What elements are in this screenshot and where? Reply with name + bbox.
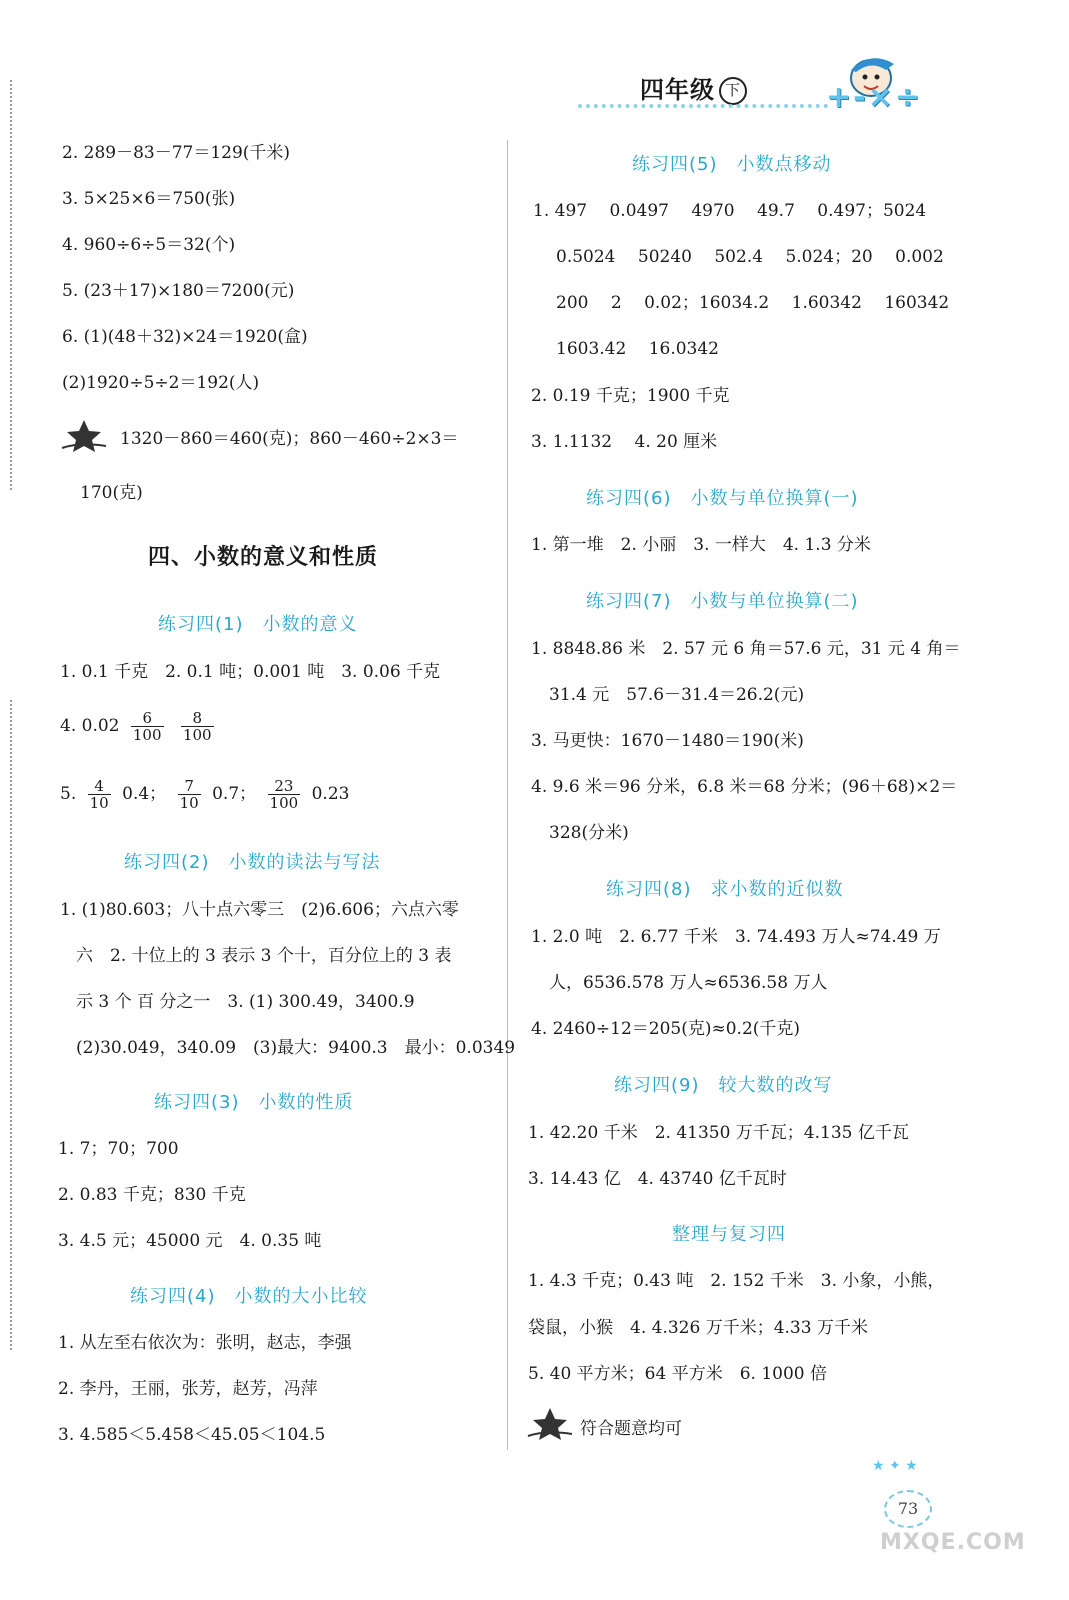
answer-line: 3. 14.43 亿 4. 43740 亿千瓦时 xyxy=(528,1169,787,1189)
answer-text: 0.23 xyxy=(311,784,350,804)
term-mark: 下 xyxy=(719,77,747,105)
mascot-symbols: +-×÷ xyxy=(826,80,922,115)
answer-line: 31.4 元 57.6－31.4＝26.2(元) xyxy=(549,685,805,705)
answer-line: 1. 8848.86 米 2. 57 元 6 角＝57.6 元，31 元 4 角＝ xyxy=(531,639,961,659)
answer-line: 1. 4.3 千克；0.43 吨 2. 152 千米 3. 小象，小熊， xyxy=(528,1271,945,1291)
decor-stars: ★ ✦ ★ xyxy=(872,1458,918,1474)
answer-line: 5. (23＋17)×180＝7200(元) xyxy=(62,281,295,301)
answer-line: (2)30.049，340.09 (3)最大：9400.3 最小：0.0349 xyxy=(76,1038,516,1058)
answer-line: 5. 40 平方米；64 平方米 6. 1000 倍 xyxy=(528,1364,827,1384)
answer-line: 人，6536.578 万人≈6536.58 万人 xyxy=(549,973,828,993)
answer-line: 3. 5×25×6＝750(张) xyxy=(62,189,236,209)
numerator: 7 xyxy=(178,778,201,795)
section-title: 整理与复习四 xyxy=(672,1224,786,1245)
answer-line: 2. 李丹，王丽，张芳，赵芳，冯萍 xyxy=(58,1379,318,1399)
answer-line: 4. 9.6 米＝96 分米，6.8 米＝68 分米；(96＋68)×2＝ xyxy=(531,777,958,797)
section-title: 练习四(1) 小数的意义 xyxy=(158,614,358,635)
answer-line: 2. 0.19 千克；1900 千克 xyxy=(531,386,730,406)
star-icon xyxy=(60,418,108,454)
binding-dots-top xyxy=(10,80,12,490)
answer-text: 0.4； xyxy=(122,784,167,804)
answer-line-fractions xyxy=(60,774,349,814)
binding-dots-bottom xyxy=(10,700,12,1350)
answer-text: 5. xyxy=(60,784,77,804)
answer-line: 3. 4.585＜5.458＜45.05＜104.5 xyxy=(58,1425,326,1445)
answer-line: 4. 2460÷12＝205(克)≈0.2(千克) xyxy=(531,1019,801,1039)
column-divider xyxy=(507,140,508,1450)
fraction xyxy=(268,778,301,811)
star-badge xyxy=(60,418,108,458)
denominator: 100 xyxy=(132,726,162,744)
page-number: 73 xyxy=(884,1490,932,1528)
numerator: 6 xyxy=(131,710,164,727)
answer-line: 袋鼠，小猴 4. 4.326 万千米；4.33 万千米 xyxy=(528,1318,868,1338)
answer-line: 3. 1.1132 4. 20 厘米 xyxy=(531,432,718,452)
section-title: 练习四(9) 较大数的改写 xyxy=(614,1075,833,1096)
watermark: MXQE.COM xyxy=(880,1530,1026,1555)
grade-title xyxy=(640,70,747,105)
answer-line: 1. 497 0.0497 4970 49.7 0.497；5024 xyxy=(533,201,927,221)
denominator: 100 xyxy=(269,794,299,812)
denominator: 10 xyxy=(89,794,109,812)
answer-text: 0.7； xyxy=(212,784,257,804)
section-title: 练习四(2) 小数的读法与写法 xyxy=(124,852,381,873)
answer-line: 2. 0.83 千克；830 千克 xyxy=(58,1185,246,1205)
fraction xyxy=(131,710,164,743)
star-answer-line1: 1320－860＝460(克)；860－460÷2×3＝ xyxy=(120,429,459,449)
answer-line: 328(分米) xyxy=(549,823,629,843)
star-icon xyxy=(526,1406,574,1442)
answer-line: 0.5024 50240 502.4 5.024；20 0.002 xyxy=(556,247,944,267)
answer-line: 4. 960÷6÷5＝32(个) xyxy=(62,235,236,255)
answer-line: (2)1920÷5÷2＝192(人) xyxy=(62,373,260,393)
fraction xyxy=(88,778,111,811)
star-answer: 符合题意均可 xyxy=(580,1419,682,1439)
answer-line: 1603.42 16.0342 xyxy=(556,339,720,359)
answer-line: 200 2 0.02；16034.2 1.60342 160342 xyxy=(556,293,950,313)
answer-line: 1. 第一堆 2. 小丽 3. 一样大 4. 1.3 分米 xyxy=(531,535,871,555)
answer-text: 4. 0.02 xyxy=(60,716,120,736)
answer-line: 六 2. 十位上的 3 表示 3 个十，百分位上的 3 表 xyxy=(76,946,452,966)
section-title: 练习四(7) 小数与单位换算(二) xyxy=(586,591,859,612)
fraction xyxy=(178,778,201,811)
section-title: 练习四(8) 求小数的近似数 xyxy=(606,879,844,900)
denominator: 100 xyxy=(182,726,212,744)
grade-text: 四年级 xyxy=(640,76,715,104)
numerator: 8 xyxy=(181,710,214,727)
answer-line-fractions xyxy=(60,706,220,746)
section-title: 练习四(4) 小数的大小比较 xyxy=(130,1286,368,1307)
answer-line: 示 3 个 百 分之一 3. (1) 300.49，3400.9 xyxy=(76,992,415,1012)
answer-line: 3. 马更快：1670－1480＝190(米) xyxy=(531,731,804,751)
denominator: 10 xyxy=(179,794,199,812)
fraction xyxy=(181,710,214,743)
star-badge xyxy=(526,1406,574,1446)
answer-line: 1. 0.1 千克 2. 0.1 吨；0.001 吨 3. 0.06 千克 xyxy=(60,662,441,682)
answer-line: 1. 2.0 吨 2. 6.77 千米 3. 74.493 万人≈74.49 万 xyxy=(531,927,941,947)
star-answer-line2: 170(克) xyxy=(80,483,143,503)
section-title: 练习四(3) 小数的性质 xyxy=(154,1092,354,1113)
answer-line: 2. 289－83－77＝129(千米) xyxy=(62,143,291,163)
answer-line: 3. 4.5 元；45000 元 4. 0.35 吨 xyxy=(58,1231,322,1251)
numerator: 4 xyxy=(88,778,111,795)
answer-line: 1. 42.20 千米 2. 41350 万千瓦；4.135 亿千瓦 xyxy=(528,1123,909,1143)
section-title: 练习四(6) 小数与单位换算(一) xyxy=(586,488,859,509)
numerator: 23 xyxy=(268,778,301,795)
mascot-logo xyxy=(826,50,956,120)
answer-line: 1. 7；70；700 xyxy=(58,1139,179,1159)
answer-line: 1. 从左至右依次为：张明，赵志，李强 xyxy=(58,1333,352,1353)
answer-line: 1. (1)80.603；八十点六零三 (2)6.606；六点六零 xyxy=(60,900,459,920)
header-dotted-line xyxy=(578,104,828,108)
section-title: 练习四(5) 小数点移动 xyxy=(632,154,832,175)
chapter-title: 四、小数的意义和性质 xyxy=(148,545,379,570)
answer-line: 6. (1)(48＋32)×24＝1920(盒) xyxy=(62,327,308,347)
